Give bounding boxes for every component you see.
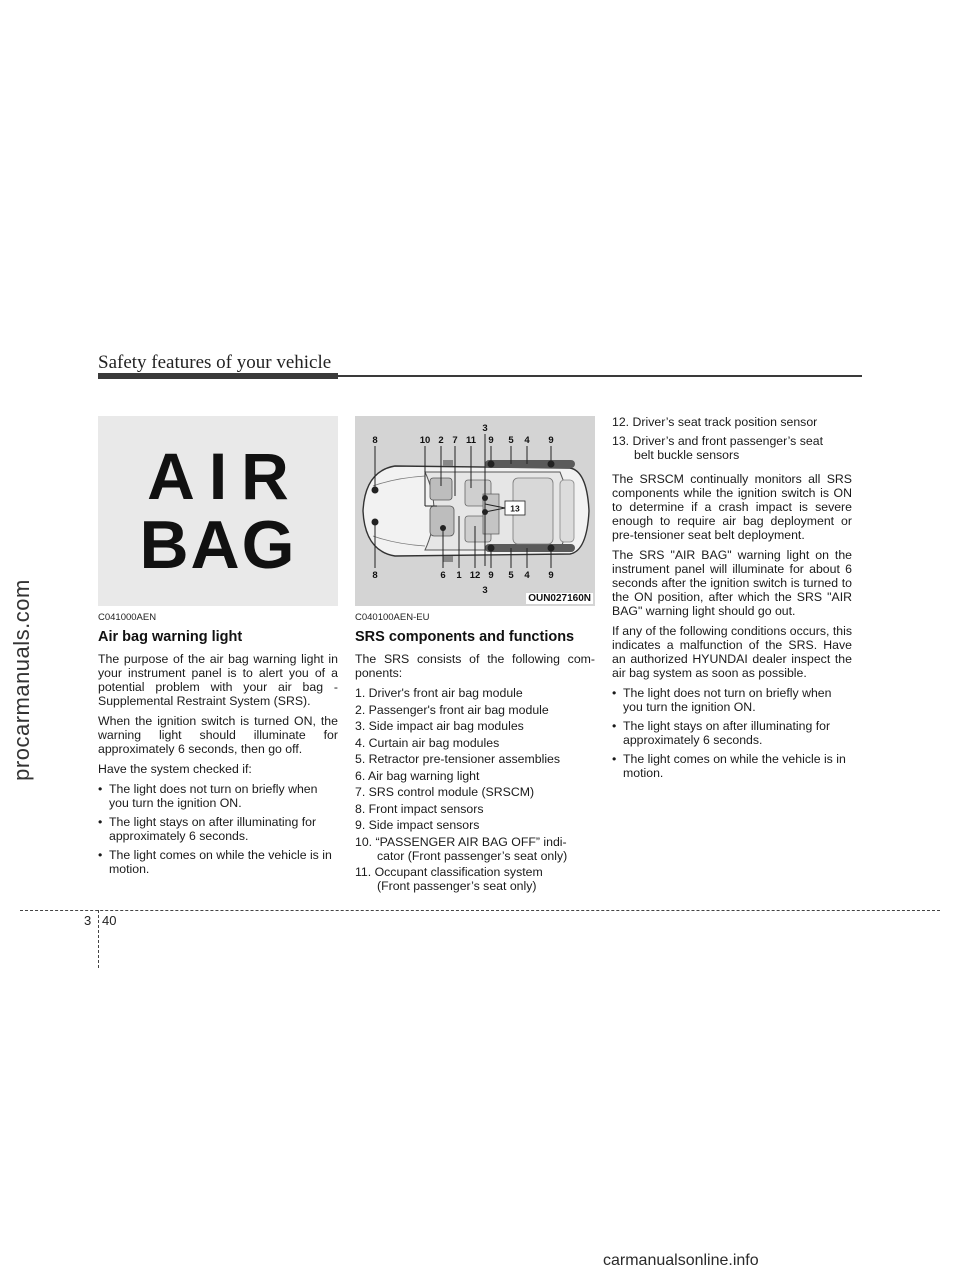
- diagram-label: 7: [452, 435, 458, 446]
- list-item-line: 13. Driver’s and front passenger’s seat: [612, 434, 823, 448]
- list-item-continuation: (Front passenger’s seat only): [377, 879, 537, 893]
- page-header-title: Safety features of your vehicle: [98, 352, 332, 373]
- column-srs-components: [355, 416, 595, 896]
- list-item-line: 10. “PASSENGER AIR BAG OFF” indi-: [355, 834, 567, 849]
- list-item: [612, 434, 852, 462]
- paragraph: The SRS "AIR BAG" warning light on the instrument panel will illuminate for about 6 seconds after the ignition switch is turned to the ON position, after which the SRS "AIR BAG" warning light should go out.: [612, 548, 852, 618]
- diagram-label: 10: [419, 435, 431, 446]
- diagram-label: 2: [438, 435, 444, 446]
- diagram-label: 11: [465, 435, 477, 446]
- paragraph: The SRSCM continually monitors all SRS components while the ignition switch is ON to determine if a crash impact is severe enough to require air bag deployment or pre-tensioner seat belt deployment.: [612, 472, 852, 542]
- diagram-label: 12: [469, 570, 481, 581]
- diagram-label: 9: [488, 570, 494, 581]
- list-item: 3. Side impact air bag modules: [355, 719, 524, 733]
- diagram-label: 5: [508, 435, 514, 446]
- column-air-bag-warning: [98, 416, 338, 881]
- diagram-label: 8: [372, 435, 378, 446]
- diagram-label: 5: [508, 570, 514, 581]
- section-code: C041000AEN: [98, 612, 157, 623]
- diagram-label: 8: [372, 570, 378, 581]
- header-thick-bar: [98, 373, 338, 379]
- paragraph: The purpose of the air bag warning light in your instrument panel is to alert you of a potential problem with your air bag - Supplemental Restraint System (SRS).: [98, 652, 338, 708]
- paragraph: If any of the following conditions occurs, this indicates a malfunction of the SRS. Have an authorized HYUNDAI dealer inspect the air bag system as soon as possible.: [612, 624, 852, 680]
- section-heading: SRS components and functions: [355, 629, 575, 645]
- list-item: 5. Retractor pre-tensioner assemblies: [355, 752, 561, 766]
- column-srs-monitoring: [612, 415, 852, 785]
- paragraph: Have the system checked if:: [98, 762, 252, 776]
- page-number: 40: [102, 913, 117, 928]
- list-item: 7. SRS control module (SRSCM): [355, 785, 535, 799]
- diagram-label: 6: [440, 570, 446, 581]
- list-item-continuation: belt buckle sensors: [634, 448, 740, 462]
- list-item: [355, 835, 595, 863]
- list-item: 4. Curtain air bag modules: [355, 735, 500, 750]
- list-item: 9. Side impact sensors: [355, 818, 480, 832]
- srs-components-diagram: [355, 416, 595, 606]
- diagram-label: 13: [510, 503, 520, 514]
- footer-dashed-divider: [98, 910, 99, 968]
- list-item: 6. Air bag warning light: [355, 768, 480, 783]
- list-item-continuation: cator (Front passenger’s seat only): [377, 848, 568, 863]
- check-conditions-list: [98, 782, 338, 876]
- side-watermark: [2, 530, 42, 830]
- section-code: C040100AEN-EU: [355, 612, 430, 623]
- air-bag-symbol-line1: AIR: [147, 439, 303, 513]
- diagram-label: 3: [482, 585, 488, 596]
- diagram-label: 3: [482, 423, 488, 434]
- page-section-number: 3: [84, 913, 92, 928]
- diagram-label: 9: [488, 435, 494, 446]
- vehicle-top-view-illustration: [355, 416, 595, 606]
- diagram-label: 9: [548, 570, 554, 581]
- header-rule: [338, 375, 862, 377]
- diagram-label: 1: [456, 570, 462, 581]
- air-bag-warning-symbol: [98, 416, 338, 606]
- side-watermark-text: procarmanuals.com: [9, 579, 34, 781]
- components-list-continued: [612, 415, 852, 462]
- list-item: 2. Passenger's front air bag module: [355, 702, 549, 717]
- list-item: • The light comes on while the vehicle is in motion.: [612, 752, 852, 780]
- list-item: 12. Driver’s seat track position sensor: [612, 415, 818, 429]
- section-heading: Air bag warning light: [98, 629, 243, 645]
- list-item: • The light stays on after illuminating for approximately 6 seconds.: [612, 719, 852, 747]
- diagram-label: 9: [548, 435, 554, 446]
- list-item: • The light does not turn on briefly when you turn the ignition ON.: [98, 782, 338, 810]
- footer-dashed-rule: [20, 910, 940, 911]
- malfunction-conditions-list: [612, 686, 852, 780]
- bottom-watermark: carmanualsonline.info: [603, 1252, 759, 1269]
- list-item: • The light comes on while the vehicle is in motion.: [98, 848, 338, 876]
- diagram-label: 4: [524, 435, 530, 446]
- paragraph: When the ignition switch is turned ON, the warning light should illuminate for approximately 6 seconds, then go off.: [98, 714, 338, 756]
- list-item: • The light does not turn on briefly when you turn the ignition ON.: [612, 686, 852, 714]
- list-item: [355, 865, 595, 893]
- diagram-label: 4: [524, 570, 530, 581]
- list-item: • The light stays on after illuminating for approximately 6 seconds.: [98, 815, 338, 843]
- components-list: [355, 686, 595, 893]
- list-item-line: 11. Occupant classification system: [355, 865, 543, 879]
- list-item: 1. Driver's front air bag module: [355, 686, 523, 700]
- air-bag-symbol-line2: BAG: [139, 507, 297, 583]
- list-item: 8. Front impact sensors: [355, 801, 484, 816]
- paragraph: The SRS consists of the following com-ponents:: [355, 652, 595, 680]
- diagram-code: OUN027160N: [528, 593, 591, 604]
